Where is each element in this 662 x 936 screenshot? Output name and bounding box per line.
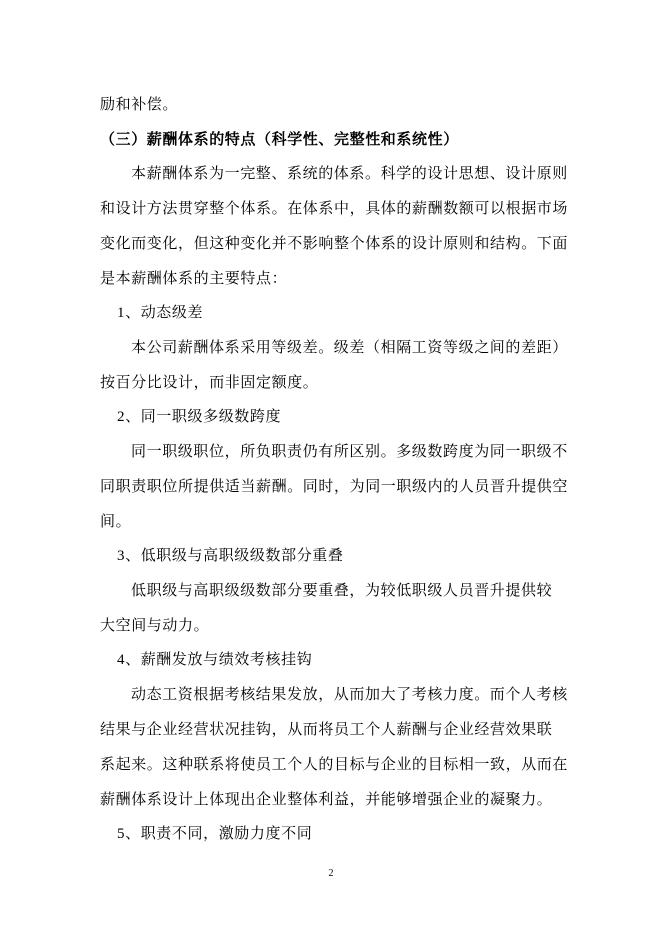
text-line: 励和补偿。 [100,95,179,113]
list-item-heading [117,545,579,566]
list-item-heading [117,649,579,670]
text-line: 结果与企业经营状况挂钩，从而将员工个人薪酬与企业经营效果联 [100,720,553,738]
text-line: 同职责职位所提供适当薪酬。同时，为同一职级内的人员晋升提供空 [100,477,569,495]
list-item-title: 低职级与高职级级数部分重叠 [140,546,344,564]
page-number: 2 [328,868,334,879]
text-line: 系起来。这种联系将使员工个人的目标与企业的目标相一致，从而在 [100,755,569,773]
list-item-title: 同一职级多级数跨度 [140,407,282,425]
list-item-number: 5、 [117,826,141,842]
list-item-title: 职责不同，激励力度不同 [140,824,313,842]
text-line: 本公司薪酬体系采用等级差。级差（相隔工资等级之间的差距） [131,338,568,356]
section-heading: （三）薪酬体系的特点（科学性、完整性和系统性） [100,130,459,148]
list-item-title: 薪酬发放与绩效考核挂钩 [140,650,313,668]
list-item-heading [117,302,579,323]
list-item-number: 2、 [117,409,141,425]
list-item-number: 3、 [117,548,141,564]
text-line: 薪酬体系设计上体现出企业整体利益，并能够增强企业的凝聚力。 [100,790,553,808]
text-line: 本薪酬体系为一完整、系统的体系。科学的设计思想、设计原则 [131,164,568,182]
text-line: 动态工资根据考核结果发放，从而加大了考核力度。而个人考核 [131,685,568,703]
text-line: 按百分比设计，而非固定额度。 [100,373,319,391]
text-line: 变化而变化，但这种变化并不影响整个体系的设计原则和结构。下面 [100,234,569,252]
text-line: 和设计方法贯穿整个体系。在体系中，具体的薪酬数额可以根据市场 [100,199,569,217]
text-line: 间。 [100,512,132,530]
list-item-title: 动态级差 [140,303,204,321]
text-line: 是本薪酬体系的主要特点： [100,269,288,287]
text-line: 低职级与高职级级数部分要重叠，为较低职级人员晋升提供较 [131,581,553,599]
list-item-number: 4、 [117,652,141,668]
list-item-heading [117,406,579,427]
list-item-heading [117,823,579,844]
text-line: 大空间与动力。 [100,616,210,634]
list-item-number: 1、 [117,305,141,321]
text-line: 同一职级职位，所负职责仍有所区别。多级数跨度为同一职级不 [131,442,568,460]
